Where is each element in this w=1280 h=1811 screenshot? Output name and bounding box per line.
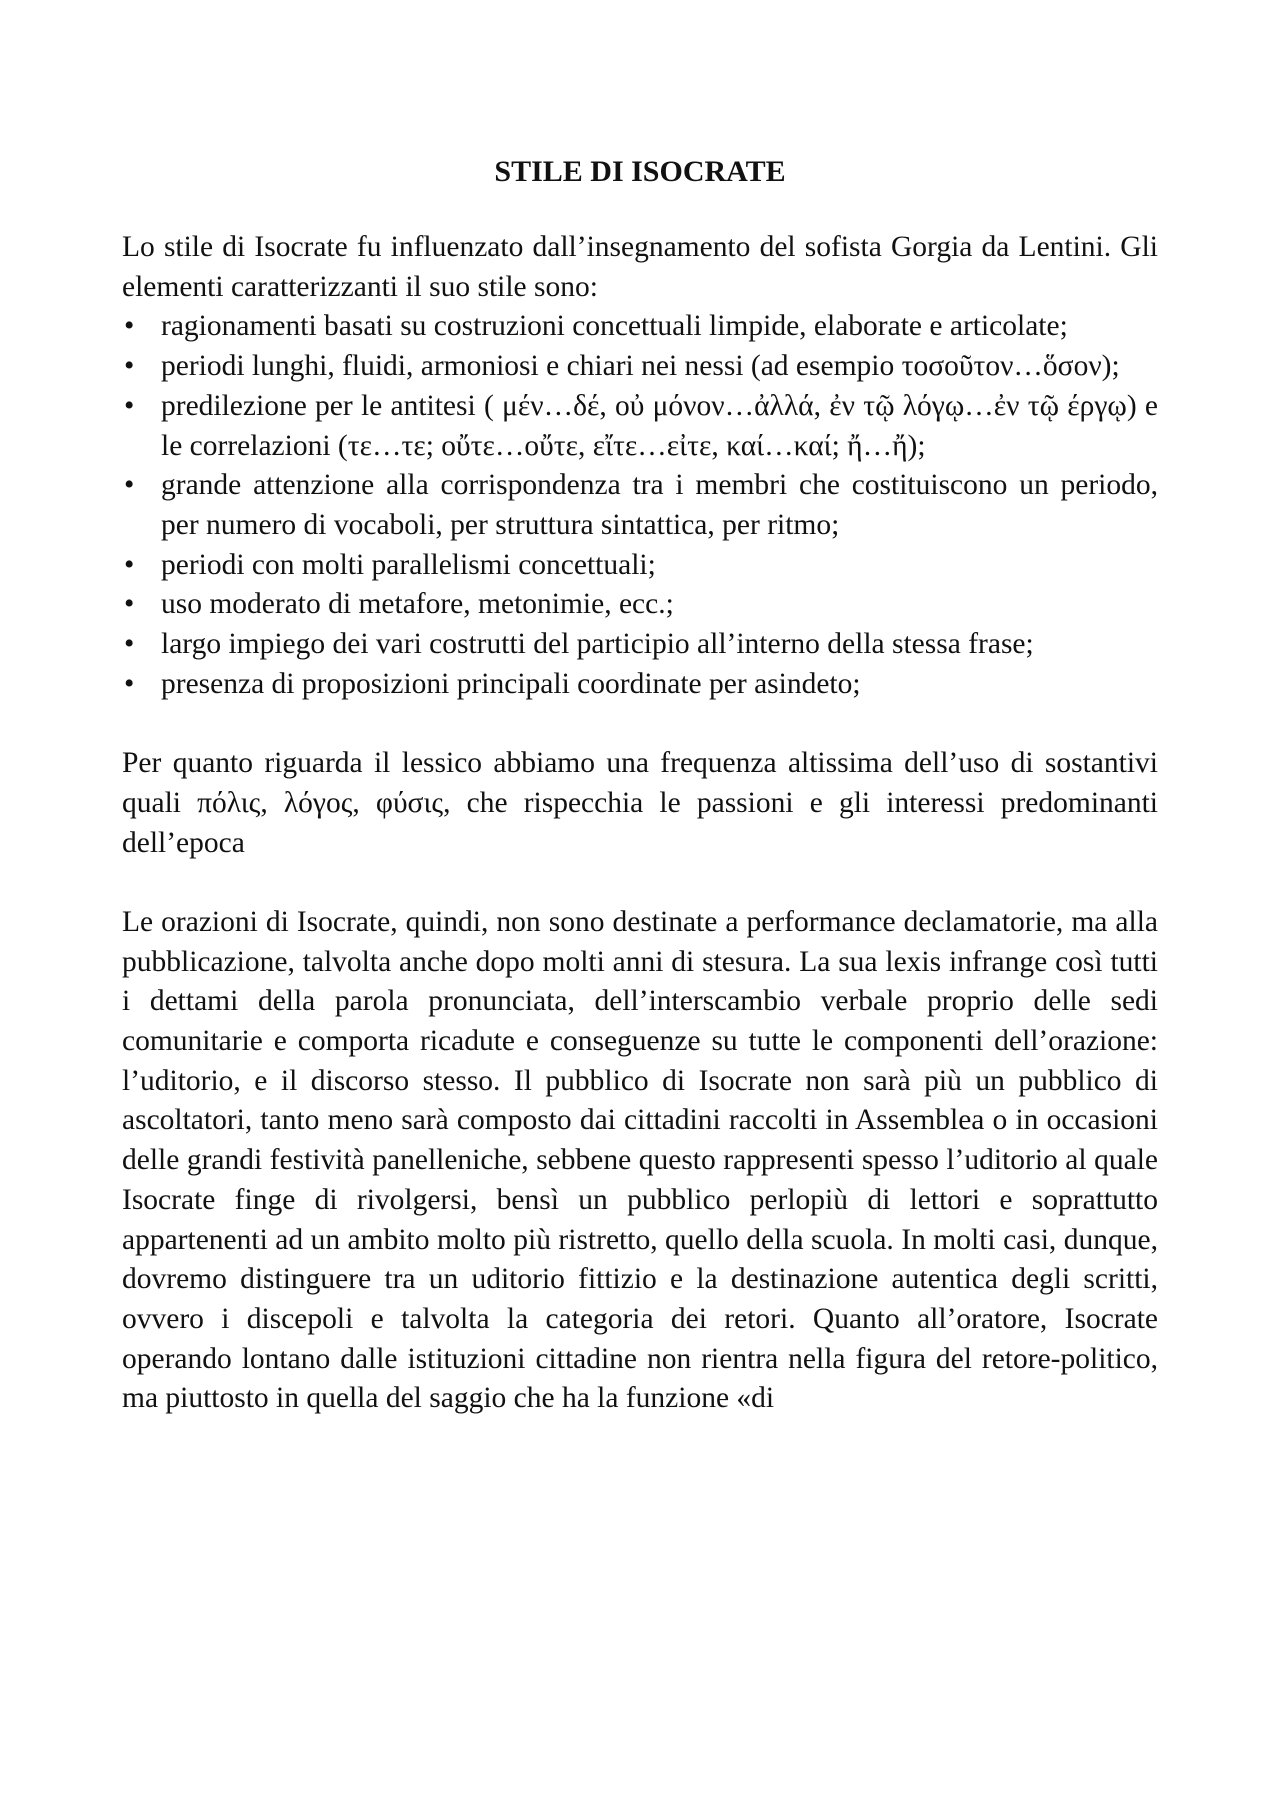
document-page (122, 152, 1158, 1419)
list-item-text: grande attenzione alla corrispondenza tra i membri che costituiscono un periodo, per numero di vocaboli, per struttura sintattica, per ritmo; (161, 469, 1158, 541)
bullet-icon: • (124, 469, 135, 502)
list-item-text: ragionamenti basati su costruzioni concettuali limpide, elaborate e articolate; (161, 310, 1068, 343)
orations-paragraph: Le orazioni di Isocrate, quindi, non sono destinate a performance declamatorie, ma alla pubblicazione, talvolta anche dopo molti anni di stesura. La sua lexis infrange così tutti i dettami della parola pronunciata, dell’interscambio verbale proprio delle sedi comunitarie e comporta ricadute e conseguenze su tutte le componenti dell’orazione: l’uditorio, e il discorso stesso. Il pubblico di Isocrate non sarà più un pubblico di ascoltatori, tanto meno sarà composto dai cittadini raccolti in Assemblea o in occasioni delle grandi festività panelleniche, sebbene questo rappresenti spesso l’uditorio al quale Isocrate finge di rivolgersi, bensì un pubblico perlopiù di lettori e soprattutto appartenenti ad un ambito molto più ristretto, quello della scuola. In molti casi, dunque, dovremo distinguere tra un uditorio fittizio e la destinazione autentica degli scritti, ovvero i discepoli e talvolta la categoria dei retori. Quanto all’oratore, Isocrate operando lontano dalle istituzioni cittadine non rientra nella figura del retore-politico, ma piuttosto in quella del saggio che ha la funzione «di (122, 905, 1158, 1415)
list-item-text: periodi lunghi, fluidi, armoniosi e chiari nei nessi (ad esempio τοσοῦτον…ὅσον); (161, 350, 1120, 383)
list-item (122, 387, 1158, 466)
list-item-text: presenza di proposizioni principali coordinate per asindeto; (161, 667, 861, 700)
list-item-text: periodi con molti parallelismi concettuali; (161, 548, 656, 581)
bullet-icon: • (124, 548, 135, 581)
lexicon-paragraph: Per quanto riguarda il lessico abbiamo una frequenza altissima dell’uso di sostantivi quali πόλις, λόγος, φύσις, che rispecchia le passioni e gli interessi predominanti dell’epoca (122, 747, 1158, 859)
bullet-icon: • (124, 389, 135, 422)
style-features-list (122, 307, 1158, 704)
paragraph-spacer (122, 863, 1158, 903)
list-item (122, 466, 1158, 545)
bullet-icon: • (124, 310, 135, 343)
intro-paragraph: Lo stile di Isocrate fu influenzato dall’insegnamento del sofista Gorgia da Lentini. Gli elementi caratterizzanti il suo stile sono: (122, 231, 1158, 303)
list-item-text: largo impiego dei vari costrutti del participio all’interno della stessa frase; (161, 628, 1034, 661)
bullet-icon: • (124, 628, 135, 661)
bullet-icon: • (124, 350, 135, 383)
list-item (122, 546, 1158, 586)
list-item-text: predilezione per le antitesi ( μέν…δέ, οὐ μόνον…ἀλλά, ἐν τῷ λόγῳ…ἐν τῷ έργῳ) e le correlazioni (τε…τε; οὔτε…οὔτε, εἴτε…εἰτε, καί…καί; ἤ…ἤ); (161, 389, 1158, 462)
bullet-icon: • (124, 588, 135, 621)
list-item (122, 665, 1158, 705)
list-item-text: uso moderato di metafore, metonimie, ecc.; (161, 588, 674, 621)
list-item (122, 307, 1158, 347)
list-item (122, 347, 1158, 387)
list-item (122, 625, 1158, 665)
page-title: STILE DI ISOCRATE (494, 155, 786, 188)
paragraph-spacer (122, 704, 1158, 744)
bullet-icon: • (124, 667, 135, 700)
list-item (122, 585, 1158, 625)
